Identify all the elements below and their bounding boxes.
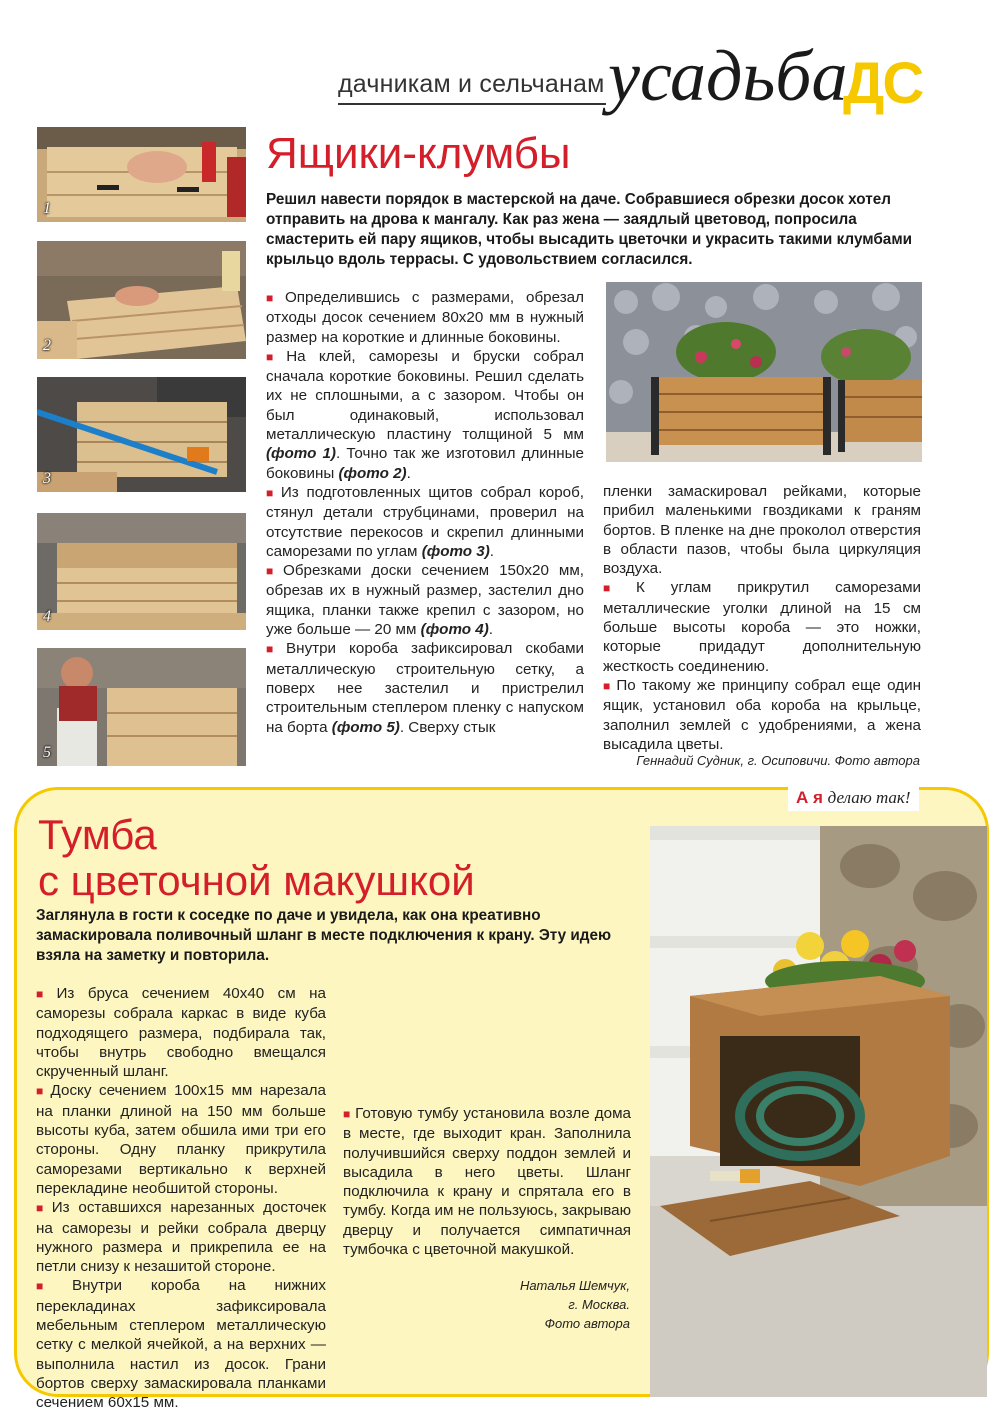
paragraph: ■ Готовую тумбу установила возле дома в месте, где выходит кран. Заполнила получившийся сверху поддон землей и высадила в него цветы. Шланг подключила к крану и спрятала его в тумбу. Когда им не пользуюсь, закрываю дверцу и получается симпатичная тумбочка с цветочной макушкой. — [343, 1105, 632, 1259]
rubric-prefix: А я — [796, 788, 823, 807]
paragraph: ■ Определившись с размерами, обрезал отходы досок сечением 80х20 мм в нужный размер на короткие и длинные боковины. — [266, 289, 584, 346]
photo-ref: (фото 1) — [266, 445, 336, 463]
photo-ref: (фото 4) — [420, 621, 489, 639]
paragraph: ■ Из бруса сечением 40х40 см на саморезы собрала каркас в виде куба подходящего размера, подбирала так, чтобы внутрь свободно вмещался скрученный шланг. — [36, 985, 327, 1081]
paragraph: ■ Внутри короба на нижних перекладинах зафиксировала мебельным степлером металлическую сетку с мелкой ячейкой, а на верхних — выполнила настил из досок. Грани бортов сверху замаскировала планками сечением 60х15 мм. — [36, 1277, 326, 1412]
bullet-icon: ■ — [36, 1279, 68, 1294]
article-title: Ящики-клумбы — [266, 129, 571, 178]
photo-1 — [37, 127, 246, 222]
article-title: Тумба с цветочной макушкой — [38, 811, 475, 904]
photo-number: 2 — [43, 337, 51, 354]
photo-ref: (фото 5) — [331, 718, 400, 736]
bullet-icon: ■ — [266, 349, 283, 364]
bullet-icon: ■ — [343, 1107, 352, 1121]
photo-number: 3 — [43, 470, 51, 487]
article-column-2 — [603, 482, 921, 754]
paragraph: ■ К углам прикрутил саморезами металлические уголки длиной на 15 см больше высоты короба — это ножки, которые придадут дополнительную жесткость соединению. — [603, 579, 921, 675]
rubric-text: делаю так! — [827, 788, 911, 807]
article-lead: Заглянула в гости к соседке по даче и увидела, как она креативно замаскировала поливочный шланг в месте подключения к крану. Эту идею взяла на заметку и повторила. — [36, 907, 612, 964]
header-divider — [338, 103, 606, 105]
author-signature: Наталья Шемчук, г. Москва. Фото автора — [519, 1278, 630, 1331]
paragraph: ■ На клей, саморезы и бруски собрал сначала короткие боковины. Решил сделать их не сплошными, а с зазором. Чтобы он был одинаковый, использовал металлическую пластину толщиной 5 мм (фото 1). Точно так же изготовил длинные боковины (фото 2). — [266, 347, 584, 482]
bullet-icon: ■ — [36, 987, 53, 1001]
bullet-icon: ■ — [266, 485, 277, 500]
section-subtitle: дачникам и сельчанам — [338, 70, 605, 98]
hose-box-photo — [650, 826, 987, 1397]
paragraph: ■ По такому же принципу собрал еще один ящик, установил оба короба на крыльце, заполнил землей с удобрениями, а жена высадила цветы. — [603, 676, 921, 753]
article-lead: Решил навести порядок в мастерской на даче. Собравшиеся обрезки досок хотел отправить на дрова к мангалу. Как раз жена — заядлый цветовод, попросила смастерить ей пару ящиков, чтобы высадить цветочки и украсить такими клумбами крыльцо вдоль террасы. С удовольствием согласился. — [266, 191, 913, 268]
paragraph: пленки замаскировал рейками, которые прибил маленькими гвоздиками к граням бортов. В пленке на дне проколол отверстия в области пазов, чтобы была циркуляция воздуха. — [603, 483, 921, 578]
article-column-2 — [343, 1104, 631, 1259]
paragraph: ■ Обрезками доски сечением 150х20 мм, обрезав их в нужный размер, застелил дно ящика, планки также крепил с зазором, но уже больше — 20 мм (фото 4). — [266, 562, 584, 639]
paragraph: ■ Внутри короба зафиксировал скобами металлическую строительную сетку, а поверх нее застелил и пристрелил строительным степлером пленку с напуском на борта (фото 5). Сверху стык — [266, 640, 584, 736]
author-signature: Геннадий Судник, г. Осиповичи. Фото автора — [636, 753, 920, 768]
bullet-icon: ■ — [603, 678, 613, 693]
rubric-tag — [788, 785, 919, 811]
article-column-1 — [266, 288, 584, 737]
paragraph: ■ Доску сечением 100х15 мм нарезала на планки длиной на 150 мм больше высоты куба, затем обшила ими три его стороны. Одну планку прикрутила саморезами вертикально к верхней перекладине необшитой стороны. — [36, 1082, 326, 1197]
bullet-icon: ■ — [266, 642, 283, 657]
photo-ref: (фото 3) — [421, 542, 490, 560]
planter-photo — [606, 282, 922, 462]
article-column-1 — [36, 984, 326, 1413]
paragraph: ■ Из подготовленных щитов собрал короб, стянул детали струбцинами, проверил на отсутствие перекосов и скрепил длинными саморезами по углам (фото 3). — [266, 483, 585, 560]
bullet-icon: ■ — [36, 1084, 47, 1099]
brand-logo: ДС — [843, 51, 923, 116]
photo-ref: (фото 2) — [338, 464, 407, 482]
photo-number: 1 — [43, 200, 51, 217]
photo-5 — [37, 648, 246, 766]
photo-3 — [37, 377, 246, 492]
photo-4 — [37, 513, 246, 630]
photo-number: 5 — [43, 744, 51, 761]
bullet-icon: ■ — [36, 1201, 48, 1216]
paragraph: ■ Из оставшихся нарезанных досточек на саморезы и рейки собрала дверцу нужного размера и прикрепила ее на петли снизу к незашитой стороне. — [36, 1199, 326, 1276]
photo-number: 4 — [43, 608, 51, 625]
bullet-icon: ■ — [266, 291, 281, 305]
bullet-icon: ■ — [603, 581, 632, 596]
photo-2 — [37, 241, 246, 359]
bullet-icon: ■ — [266, 564, 280, 579]
section-title: усадьба — [608, 36, 848, 116]
